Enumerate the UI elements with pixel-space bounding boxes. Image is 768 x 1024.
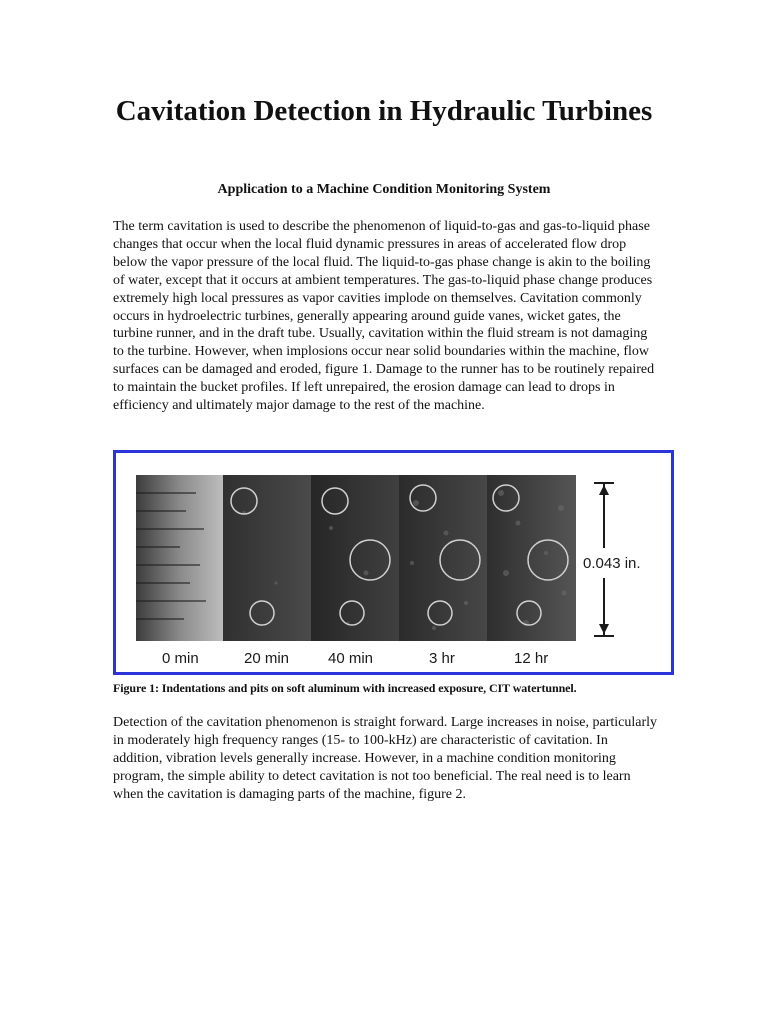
panel-3hr [399, 475, 487, 641]
body-paragraph-2: Detection of the cavitation phenomenon is straight forward. Large increases in noise, particularly in moderately high frequency ranges (15- to 100-kHz) are characteristic of cavitation. In addition, vibration levels generally increase. However, in a machine condition monitoring program, the simple ability to detect cavitation is not too beneficial. The real need is to learn when the cavitation is damaging parts of the machine, figure 2. [113, 715, 658, 802]
panel-label-4: 12 hr [514, 650, 549, 667]
panel-label-3: 3 hr [429, 650, 455, 667]
figure-caption: Figure 1: Indentations and pits on soft aluminum with increased exposure, CIT watertunnel. [113, 681, 577, 695]
panel-label-2: 40 min [328, 650, 374, 667]
specimen-strip [136, 475, 576, 641]
panel-label-0: 0 min [162, 650, 199, 667]
panel-20min [223, 475, 311, 641]
page-title: Cavitation Detection in Hydraulic Turbines [115, 95, 653, 127]
body-paragraph-1: The term cavitation is used to describe the phenomenon of liquid-to-gas and gas-to-liquid phase changes that occur when the local fluid dynamic pressures in areas of accelerated flow drop below the vapor pressure of the local fluid. The liquid-to-gas phase change is akin to the boiling of water, except that it occurs at ambient temperatures. The gas-to-liquid phase change produces extremely high local pressures as vapor cavities implode on themselves. Cavitation commonly occurs in hydroelectric turbines, generally appearing around guide vanes, wicket gates, the turbine runner, and in the draft tube. Usually, cavitation within the fluid stream is not damaging to the turbine. However, when implosions occur near solid boundaries within the machine, flow surfaces can be damaged and eroded, figure 1. Damage to the runner has to be routinely repaired to maintain the bucket profiles. If left unrepaired, the erosion damage can lead to drops in efficiency and ultimately major damage to the rest of the machine. [113, 219, 655, 414]
figure-1-image [116, 453, 671, 672]
figure-1-frame [113, 450, 674, 675]
panel-12hr [487, 475, 576, 641]
panel-label-1: 20 min [244, 650, 290, 667]
dimension-label: 0.043 in. [583, 555, 641, 572]
panel-40min [311, 475, 399, 641]
panel-0min [136, 475, 223, 641]
page-subtitle: Application to a Machine Condition Monitoring System [217, 182, 551, 197]
